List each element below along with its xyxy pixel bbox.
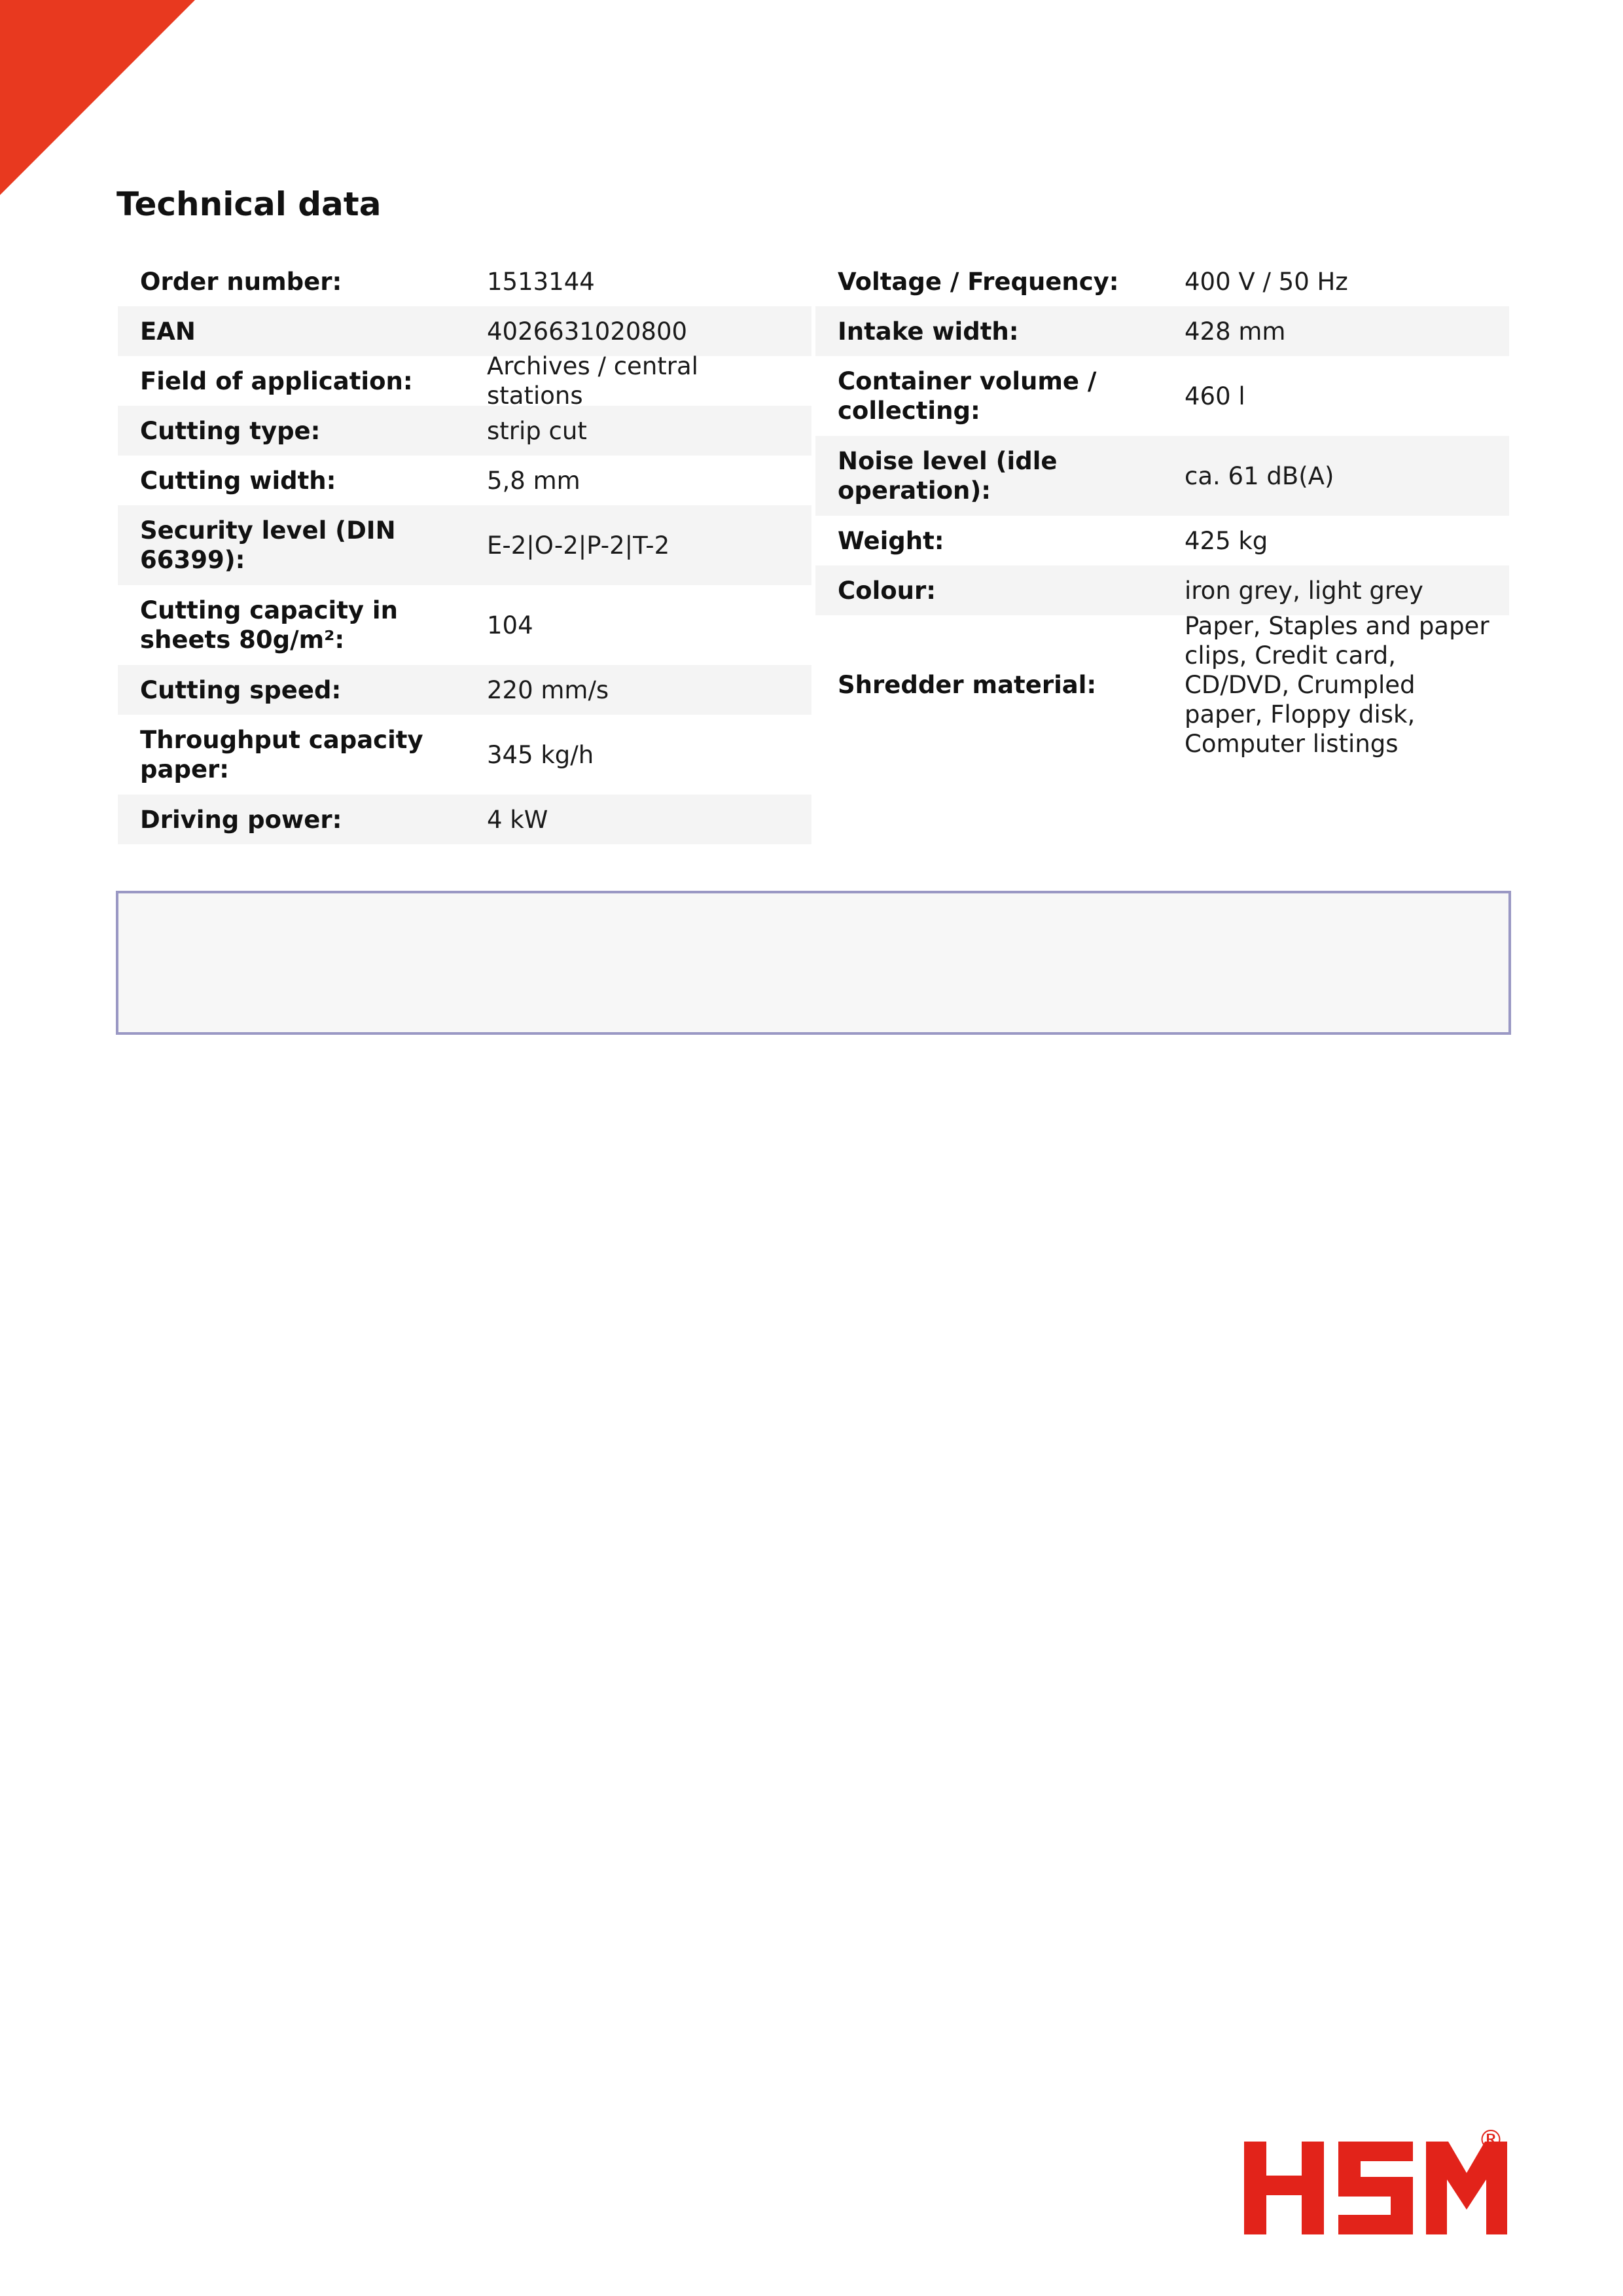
spec-label: Colour:	[838, 576, 936, 605]
spec-label: Voltage / Frequency:	[838, 267, 1119, 296]
spec-value: strip cut	[487, 416, 587, 445]
spec-label: Field of application:	[140, 367, 413, 395]
spec-value: 220 mm/s	[487, 675, 609, 704]
spec-value: ca. 61 dB(A)	[1185, 461, 1334, 490]
logo-letter-s	[1338, 2142, 1413, 2234]
spec-label: Throughput capacity paper:	[140, 726, 423, 783]
spec-value: 345 kg/h	[487, 740, 594, 769]
spec-value: 5,8 mm	[487, 466, 580, 495]
page-title: Technical data	[116, 185, 382, 223]
hsm-logo	[1240, 2132, 1515, 2250]
registered-mark: ®	[1478, 2125, 1504, 2155]
spec-row-cutting-type	[118, 406, 812, 456]
spec-row-driving-power	[118, 795, 812, 844]
spec-row-noise-level	[815, 436, 1509, 516]
spec-value: 1513144	[487, 267, 595, 296]
spec-label: Container volume / collecting:	[838, 367, 1097, 425]
notes-box	[116, 891, 1511, 1035]
spec-label: EAN	[140, 317, 196, 346]
spec-value: 400 V / 50 Hz	[1185, 267, 1348, 296]
spec-row-colour	[815, 565, 1509, 615]
spec-label: Cutting type:	[140, 416, 321, 445]
spec-row-cutting-capacity	[118, 585, 812, 665]
spec-value: Archives / central stations	[487, 352, 698, 410]
spec-row-voltage-frequency	[815, 257, 1509, 306]
spec-value: 425 kg	[1185, 526, 1268, 555]
specs-table-left	[118, 257, 812, 844]
spec-value: iron grey, light grey	[1185, 576, 1423, 605]
spec-value: 4 kW	[487, 805, 548, 834]
spec-value: 104	[487, 611, 533, 639]
spec-row-container-volume	[815, 356, 1509, 436]
spec-label: Cutting speed:	[140, 675, 342, 704]
spec-row-ean	[118, 306, 812, 356]
spec-row-cutting-width	[118, 456, 812, 505]
spec-label: Weight:	[838, 526, 944, 555]
spec-label: Noise level (idle operation):	[838, 447, 1058, 505]
spec-value: Paper, Staples and paper clips, Credit card, CD/DVD, Crumpled paper, Floppy disk, Computer listings	[1185, 611, 1489, 758]
spec-label: Driving power:	[140, 805, 342, 834]
specs-table-right	[815, 257, 1509, 758]
spec-row-cutting-speed	[118, 665, 812, 715]
spec-row-order-number	[118, 257, 812, 306]
spec-value: E-2|O-2|P-2|T-2	[487, 531, 670, 560]
logo-letter-m	[1426, 2142, 1507, 2234]
spec-label: Shredder material:	[838, 670, 1097, 699]
logo-letter-h	[1244, 2142, 1324, 2234]
spec-value: 460 l	[1185, 382, 1245, 410]
spec-row-intake-width	[815, 306, 1509, 356]
spec-value: 4026631020800	[487, 317, 688, 346]
spec-label: Intake width:	[838, 317, 1019, 346]
spec-row-field-of-application	[118, 352, 812, 410]
spec-row-weight	[815, 516, 1509, 565]
spec-label: Cutting width:	[140, 466, 336, 495]
corner-triangle-decoration	[0, 0, 196, 196]
spec-row-shredder-material	[815, 611, 1509, 758]
spec-value: 428 mm	[1185, 317, 1286, 346]
spec-label: Cutting capacity in sheets 80g/m²:	[140, 596, 398, 654]
spec-row-throughput-capacity	[118, 715, 812, 795]
spec-label: Order number:	[140, 267, 342, 296]
spec-row-security-level	[118, 505, 812, 585]
spec-label: Security level (DIN 66399):	[140, 516, 396, 574]
